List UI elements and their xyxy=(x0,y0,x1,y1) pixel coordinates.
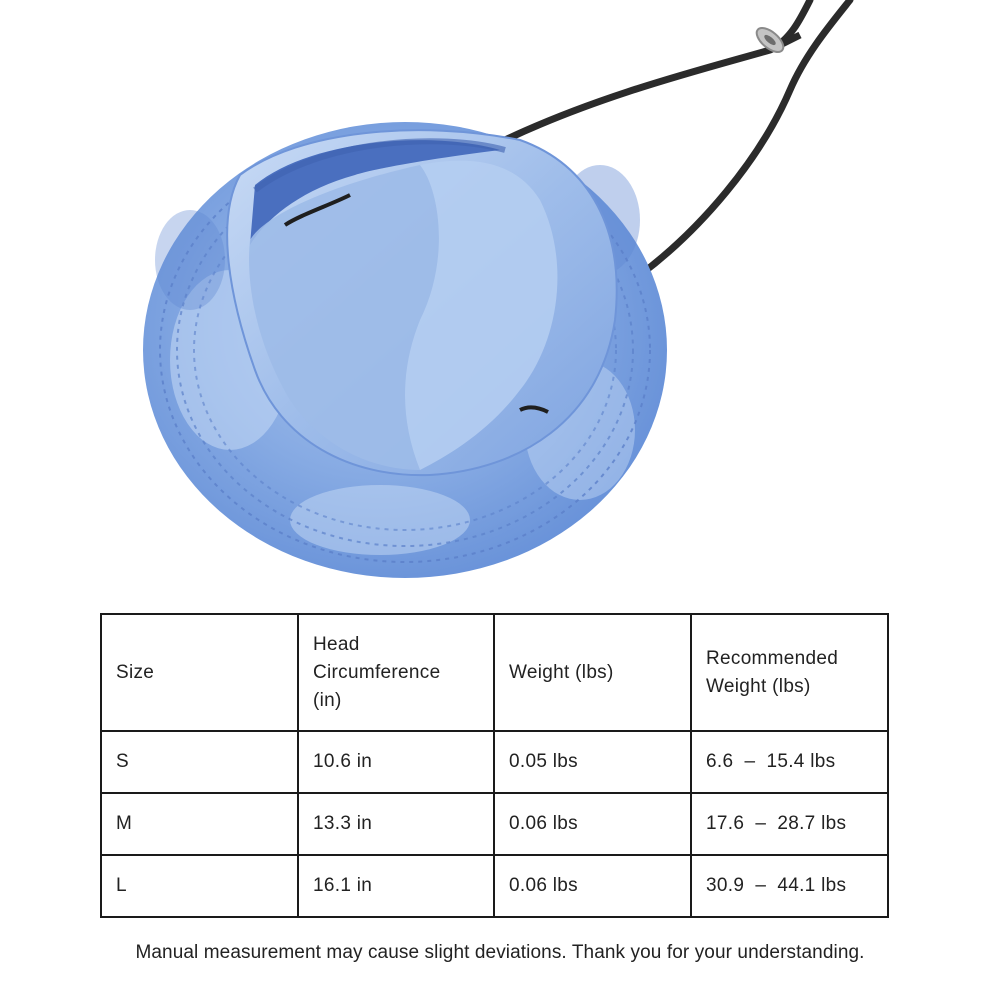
cell-head-circumference: 16.1 in xyxy=(298,855,494,917)
cell-recommended-weight: 30.9 – 44.1 lbs xyxy=(691,855,888,917)
header-head-circumference-label: Head Circumference (in) xyxy=(313,633,441,711)
cell-head-circumference: 13.3 in xyxy=(298,793,494,855)
table-row xyxy=(101,731,888,793)
cell-weight: 0.06 lbs xyxy=(494,855,691,917)
cell-recommended-weight: 6.6 – 15.4 lbs xyxy=(691,731,888,793)
table-header-row xyxy=(101,614,888,731)
cell-head-circumference: 10.6 in xyxy=(298,731,494,793)
header-recommended-weight-label: Recommended Weight (lbs) xyxy=(706,647,839,697)
header-weight: Weight (lbs) xyxy=(494,614,691,731)
table-row xyxy=(101,793,888,855)
size-chart-table xyxy=(100,613,889,918)
cell-size: L xyxy=(101,855,298,917)
cell-weight: 0.06 lbs xyxy=(494,793,691,855)
header-size: Size xyxy=(101,614,298,731)
cell-size: M xyxy=(101,793,298,855)
header-recommended-weight xyxy=(691,614,888,731)
cell-size: S xyxy=(101,731,298,793)
table-row xyxy=(101,855,888,917)
measurement-note: Manual measurement may cause slight deviations. Thank you for your understanding. xyxy=(135,942,865,963)
cell-weight: 0.05 lbs xyxy=(494,731,691,793)
cell-recommended-weight: 17.6 – 28.7 lbs xyxy=(691,793,888,855)
header-head-circumference xyxy=(298,614,494,731)
